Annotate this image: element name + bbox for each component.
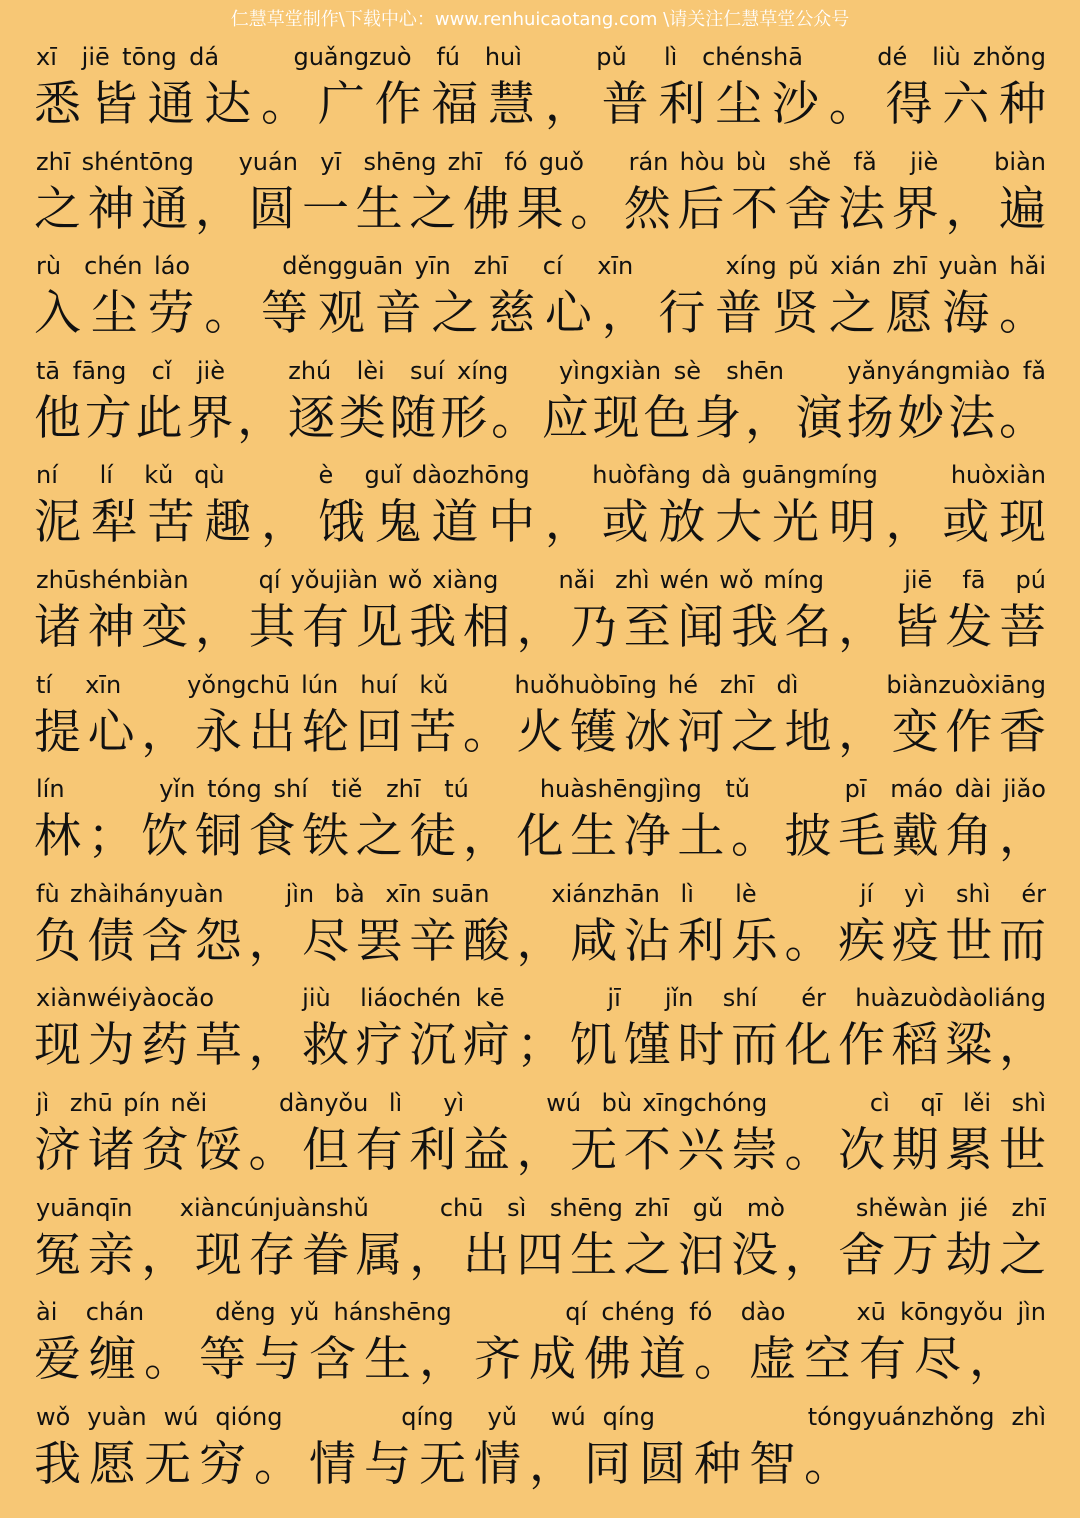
hanzi-line: 济诸贫馁。但有利益，无不兴崇。次期累世 bbox=[34, 1122, 1046, 1178]
pinyin-line: zhūshénbiàn qí yǒujiàn wǒ xiàng nǎi zhì wén wǒ míng jiē fā pú bbox=[36, 565, 1046, 594]
text-line bbox=[0, 251, 1080, 356]
text-line bbox=[0, 1297, 1080, 1402]
hanzi-line: 入尘劳。等观音之慈心，行普贤之愿海。 bbox=[34, 286, 1046, 342]
pinyin-line: fù zhàihányuàn jìn bà xīn suān xiánzhān lì lè jí yì shì ér bbox=[36, 879, 1046, 908]
hanzi-line: 冤亲，现存眷属，出四生之汩没，舍万劫之 bbox=[34, 1227, 1046, 1283]
text-line bbox=[0, 879, 1080, 984]
pinyin-line: jì zhū pín něi dànyǒu lì yì wú bù xīngchóng cì qī lěi shì bbox=[36, 1088, 1046, 1117]
pinyin-line: xī jiē tōng dá guǎngzuò fú huì pǔ lì chénshā dé liù zhǒng bbox=[36, 43, 1046, 71]
pinyin-line: ài chán děng yǔ hánshēng qí chéng fó dào xū kōngyǒu jìn bbox=[36, 1298, 1046, 1327]
hanzi-line: 诸神变，其有见我相，乃至闻我名，皆发菩 bbox=[34, 599, 1046, 655]
text-line bbox=[0, 983, 1080, 1088]
hanzi-line: 爱缠。等与含生，齐成佛道。虚空有尽， bbox=[34, 1332, 1024, 1388]
hanzi-line: 现为药草，救疗沉疴；饥馑时而化作稻粱， bbox=[34, 1018, 1046, 1074]
hanzi-line: 之神通，圆一生之佛果。然后不舍法界，遍 bbox=[34, 181, 1046, 237]
hanzi-line: 他方此界，逐类随形。应现色身，演扬妙法。 bbox=[34, 390, 1046, 446]
text-line bbox=[0, 147, 1080, 252]
pinyin-line: wǒ yuàn wú qióng qíng yǔ wú qíng tóngyuánzhǒng zhì bbox=[36, 1402, 1046, 1431]
text-line bbox=[0, 774, 1080, 879]
text-line bbox=[0, 670, 1080, 775]
text-line bbox=[0, 1402, 1080, 1507]
page-header: 仁慧草堂制作\下载中心：www.renhuicaotang.com \请关注仁慧草堂公众号 bbox=[230, 9, 850, 30]
text-line bbox=[0, 1193, 1080, 1298]
hanzi-line: 林；饮铜食铁之徒，化生净土。披毛戴角， bbox=[34, 809, 1046, 865]
text-line bbox=[0, 565, 1080, 670]
pinyin-line: tí xīn yǒngchū lún huí kǔ huǒhuòbīng hé zhī dì biànzuòxiāng bbox=[36, 670, 1046, 699]
text-line bbox=[0, 460, 1080, 565]
pinyin-line: ní lí kǔ qù è guǐ dàozhōng huòfàng dà guāngmíng huòxiàn bbox=[36, 461, 1046, 490]
text-line bbox=[0, 1088, 1080, 1193]
pinyin-line: zhī shéntōng yuán yī shēng zhī fó guǒ rán hòu bù shě fǎ jiè biàn bbox=[36, 147, 1046, 176]
text-line bbox=[0, 356, 1080, 461]
pinyin-line: xiànwéiyàocǎo jiù liáochén kē jī jǐn shí ér huàzuòdàoliáng bbox=[36, 984, 1046, 1013]
hanzi-line: 悉皆通达。广作福慧，普利尘沙。得六种 bbox=[34, 77, 1046, 132]
hanzi-line: 负债含怨，尽罢辛酸，咸沾利乐。疾疫世而 bbox=[34, 913, 1046, 969]
hanzi-line: 我愿无穷。情与无情，同圆种智。 bbox=[34, 1436, 859, 1492]
text-line bbox=[0, 42, 1080, 147]
pinyin-line: rù chén láo děngguān yīn zhī cí xīn xíng pǔ xián zhī yuàn hǎi bbox=[36, 252, 1046, 281]
text-body bbox=[0, 42, 1080, 1506]
pinyin-line: yuānqīn xiàncúnjuànshǔ chū sì shēng zhī gǔ mò shěwàn jié zhī bbox=[36, 1193, 1046, 1222]
pinyin-line: lín yǐn tóng shí tiě zhī tú huàshēngjìng tǔ pī máo dài jiǎo bbox=[36, 775, 1046, 804]
hanzi-line: 提心，永出轮回苦。火镬冰河之地，变作香 bbox=[34, 704, 1046, 760]
pinyin-line: tā fāng cǐ jiè zhú lèi suí xíng yìngxiàn sè shēn yǎnyángmiào fǎ bbox=[36, 356, 1046, 385]
hanzi-line: 泥犁苦趣，饿鬼道中，或放大光明，或现 bbox=[34, 495, 1046, 551]
